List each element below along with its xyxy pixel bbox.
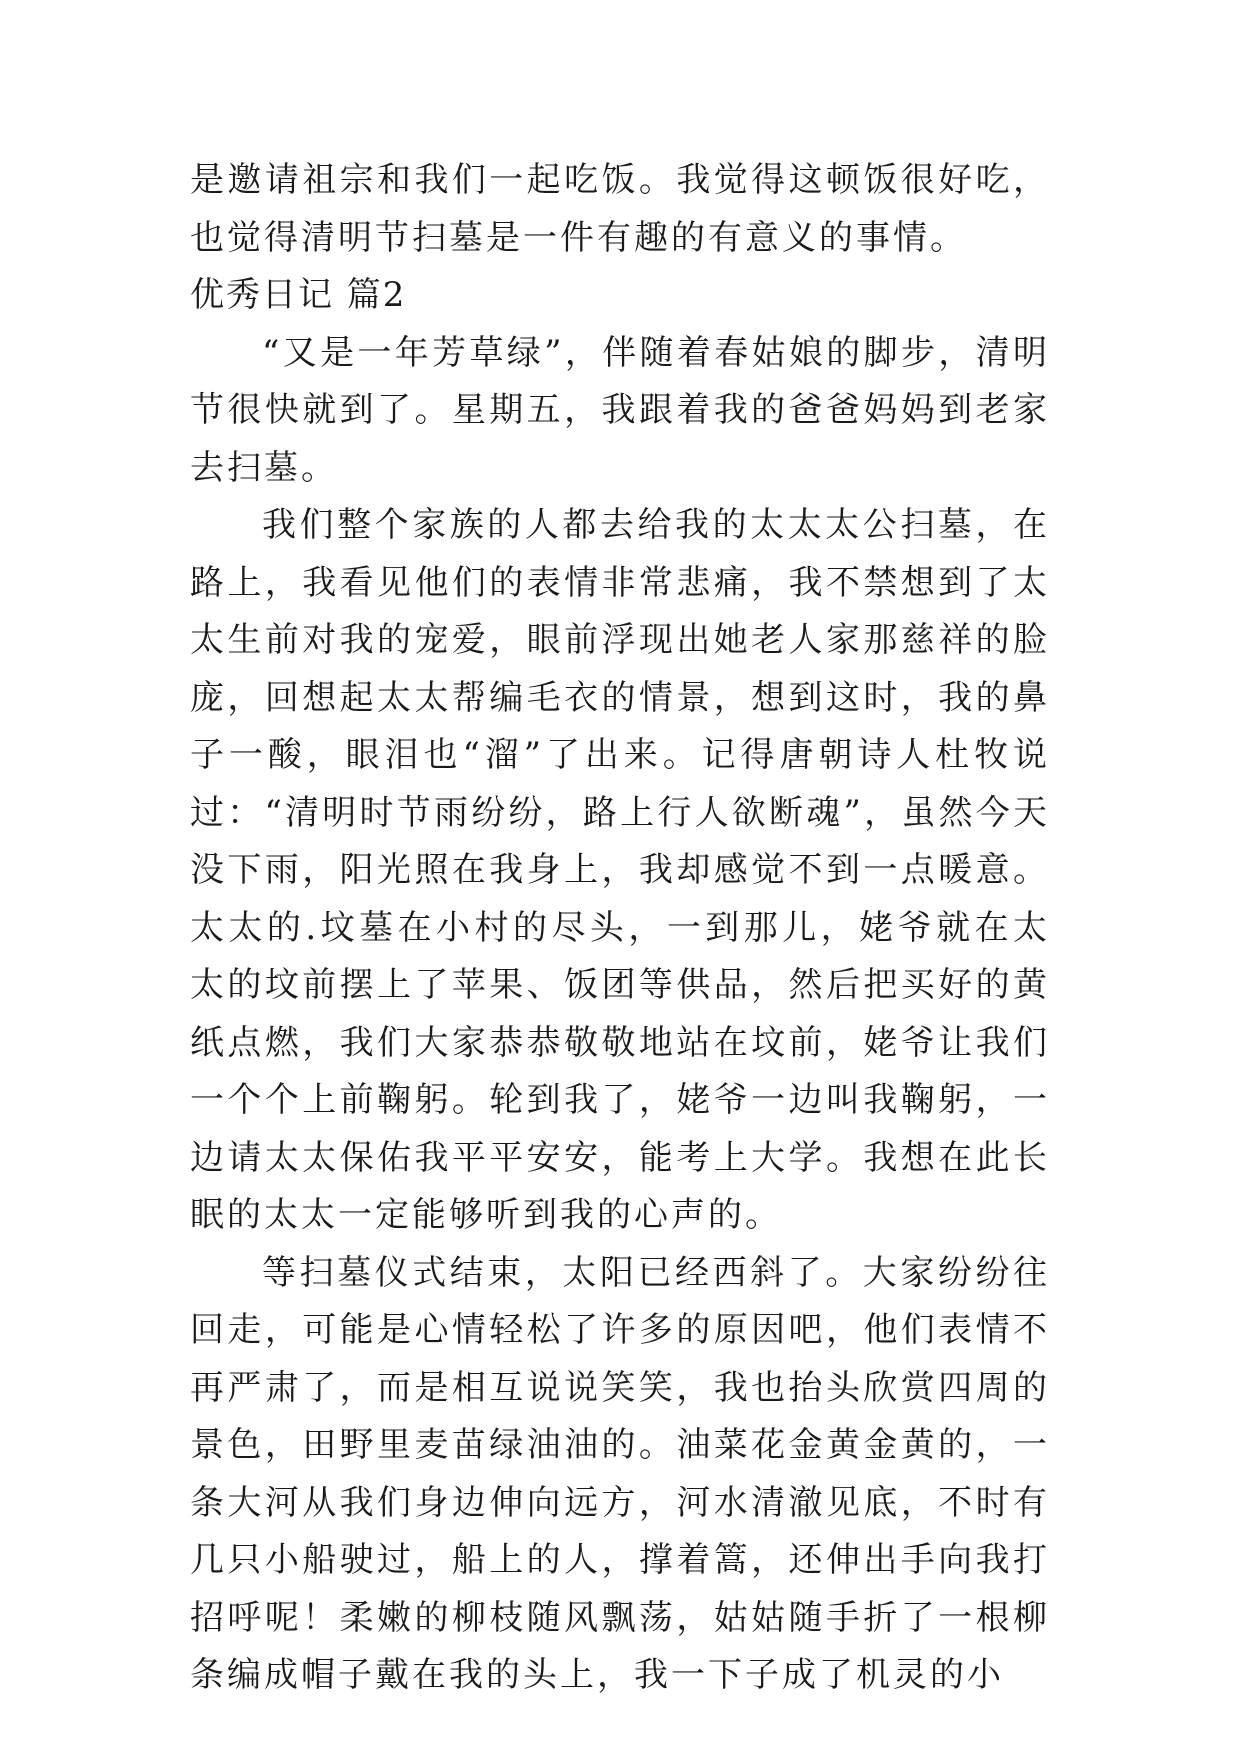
paragraph-1: “又是一年芳草绿”，伴随着春姑娘的脚步，清明节很快就到了。星期五，我跟着我的爸爸妈妈到老家去扫墓。: [190, 332, 1050, 488]
document-body: [190, 152, 1050, 1705]
paragraph-2: 我们整个家族的人都去给我的太太太公扫墓，在路上，我看见他们的表情非常悲痛，我不禁想到了太太生前对我的宠爱，眼前浮现出她老人家那慈祥的脸庞，回想起太太帮编毛衣的情景，想到这时，我的鼻子一酸，眼泪也“溜”了出来。记得唐朝诗人杜牧说过：“清明时节雨纷纷，路上行人欲断魂”，虽然今天没下雨，阳光照在我身上，我却感觉不到一点暖意。太太的.坟墓在小村的尽头，一到那儿，姥爷就在太太的坟前摆上了苹果、饭团等供品，然后把买好的黄纸点燃，我们大家恭恭敬敬地站在坟前，姥爷让我们一个个上前鞠躬。轮到我了，姥爷一边叫我鞠躬，一边请太太保佑我平平安安，能考上大学。我想在此长眠的太太一定能够听到我的心声的。: [190, 505, 1050, 1235]
continuation-paragraph: 是邀请祖宗和我们一起吃饭。我觉得这顿饭很好吃，也觉得清明节扫墓是一件有趣的有意义的事情。: [190, 160, 1050, 258]
section-heading: 优秀日记 篇2: [190, 275, 407, 315]
paragraph-3: 等扫墓仪式结束，太阳已经西斜了。大家纷纷往回走，可能是心情轻松了许多的原因吧，他们表情不再严肃了，而是相互说说笑笑，我也抬头欣赏四周的景色，田野里麦苗绿油油的。油菜花金黄金黄的，一条大河从我们身边伸向远方，河水清澈见底，不时有几只小船驶过，船上的人，撑着篙，还伸出手向我打招呼呢！柔嫩的柳枝随风飘荡，姑姑随手折了一根柳条编成帽子戴在我的头上，我一下子成了机灵的小: [190, 1252, 1050, 1695]
